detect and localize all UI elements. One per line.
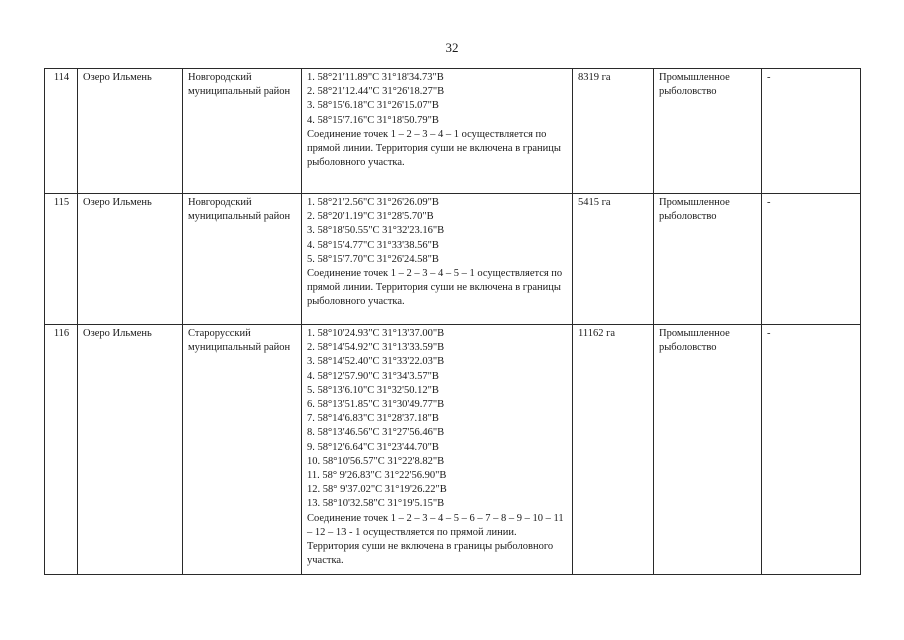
- coordinate-point: 2. 58°14'54.92"С 31°13'33.59"В: [307, 342, 445, 354]
- coordinate-point: 11. 58° 9'26.83"С 31°22'56.90"В: [307, 470, 447, 482]
- coordinate-point: 13. 58°10'32.58"С 31°19'5.15"В: [307, 498, 445, 510]
- connection-note: Соединение точек 1 – 2 – 3 – 4 – 1 осуществляется по прямой линии. Территория суши не включена в границы рыболовного участка.: [307, 128, 561, 169]
- fishing-areas-table: [44, 68, 861, 575]
- boundary-coordinates: [302, 325, 573, 575]
- coordinate-point: 9. 58°12'6.64"С 31°23'44.70"В: [307, 441, 439, 453]
- purpose-value: Промышленное рыболовство: [654, 325, 762, 575]
- coordinate-point: 5. 58°15'7.70"С 31°26'24.58"В: [307, 253, 439, 265]
- connection-note: Соединение точек 1 – 2 – 3 – 4 – 5 – 6 – 7 – 8 – 9 – 10 – 11 – 12 – 13 - 1 осуществляется по прямой линии. Территория суши не включена в границы рыболовного участка.: [307, 512, 564, 567]
- note-value: -: [762, 69, 861, 194]
- boundary-coordinates: [302, 194, 573, 325]
- coordinate-point: 3. 58°15'6.18"С 31°26'15.07"В: [307, 100, 439, 112]
- coordinate-point: 1. 58°21'2.56"С 31°26'26.09"В: [307, 197, 439, 208]
- row-number: 115: [45, 194, 78, 325]
- coordinate-point: 6. 58°13'51.85"С 31°30'49.77"В: [307, 399, 445, 411]
- water-body-name: Озеро Ильмень: [78, 194, 183, 325]
- note-value: -: [762, 325, 861, 575]
- purpose-value: Промышленное рыболовство: [654, 69, 762, 194]
- boundary-coordinates: [302, 69, 573, 194]
- water-body-name: Озеро Ильмень: [78, 325, 183, 575]
- table-row: [45, 69, 861, 194]
- coordinate-point: 12. 58° 9'37.02"С 31°19'26.22"В: [307, 484, 447, 496]
- coordinate-point: 2. 58°21'12.44"С 31°26'18.27"В: [307, 86, 445, 98]
- coordinate-point: 4. 58°12'57.90"С 31°34'3.57"В: [307, 370, 439, 382]
- district-name: Новгородский муниципальный район: [183, 69, 302, 194]
- row-number: 114: [45, 69, 78, 194]
- coordinate-point: 8. 58°13'46.56"С 31°27'56.46"В: [307, 427, 445, 439]
- coordinate-point: 3. 58°14'52.40"С 31°33'22.03"В: [307, 356, 445, 368]
- page-number: 32: [445, 40, 459, 55]
- purpose-value: Промышленное рыболовство: [654, 194, 762, 325]
- coordinate-point: 1. 58°21'11.89"С 31°18'34.73"В: [307, 72, 444, 83]
- district-name: Старорусский муниципальный район: [183, 325, 302, 575]
- connection-note: Соединение точек 1 – 2 – 3 – 4 – 5 – 1 осуществляется по прямой линии. Территория суши не включена в границы рыболовного участка.: [307, 268, 563, 308]
- coordinate-point: 2. 58°20'1.19"С 31°28'5.70"В: [307, 211, 434, 223]
- table-row: [45, 325, 861, 575]
- table-body: [45, 69, 861, 575]
- note-value: -: [762, 194, 861, 325]
- coordinate-point: 10. 58°10'56.57"С 31°22'8.82"В: [307, 455, 445, 467]
- area-value: 11162 га: [573, 325, 654, 575]
- area-value: 8319 га: [573, 69, 654, 194]
- district-name: Новгородский муниципальный район: [183, 194, 302, 325]
- coordinate-point: 4. 58°15'7.16"С 31°18'50.79"В: [307, 114, 439, 126]
- coordinate-point: 5. 58°13'6.10"С 31°32'50.12"В: [307, 384, 439, 396]
- row-number: 116: [45, 325, 78, 575]
- area-value: 5415 га: [573, 194, 654, 325]
- water-body-name: Озеро Ильмень: [78, 69, 183, 194]
- coordinate-point: 7. 58°14'6.83"С 31°28'37.18"В: [307, 413, 439, 425]
- coordinate-point: 4. 58°15'4.77"С 31°33'38.56"В: [307, 239, 439, 251]
- table-row: [45, 194, 861, 325]
- coordinate-point: 1. 58°10'24.93"С 31°13'37.00"В: [307, 328, 445, 339]
- coordinate-point: 3. 58°18'50.55"С 31°32'23.16"В: [307, 225, 445, 237]
